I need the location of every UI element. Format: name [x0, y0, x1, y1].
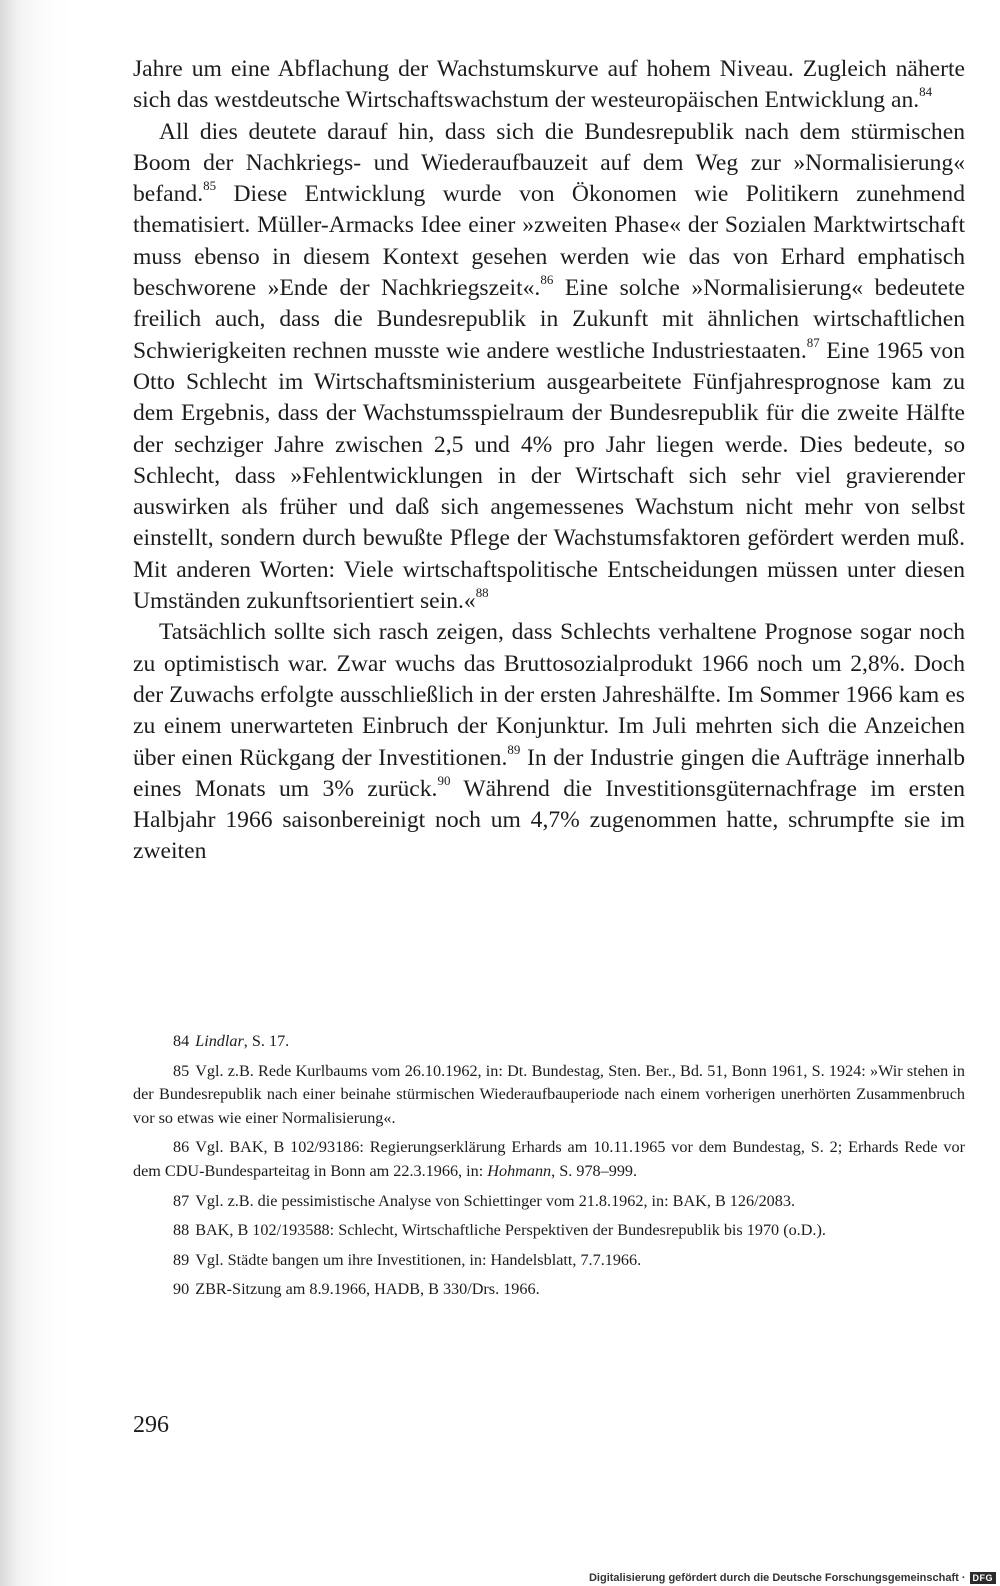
footnote-ref-84[interactable]: 84: [919, 84, 933, 100]
footnote-88: 88 BAK, B 102/193588: Schlecht, Wirtschaftliche Perspektiven der Bundesrepublik bis 1970 (o.D.).: [173, 1221, 826, 1240]
page-number: 296: [133, 1412, 169, 1438]
footnote-84: 84 Lindlar, S. 17.: [173, 1032, 290, 1050]
footnote-ref-86[interactable]: 86: [540, 272, 554, 288]
paragraph-3: Tatsächlich sollte sich rasch zeigen, dass Schlechts verhaltene Prognose sogar noch zu optimistisch war. Zwar wuchs das Bruttosozialprodukt 1966 noch um 2,8%. Doch der Zuwachs erfolgte ausschließlich in der ersten Jahreshälfte. Im Sommer 1966 kam es zu einem unerwarteten Einbruch der Konjunktur. Im Juli mehrten sich die Anzeichen über einen Rückgang der Investitionen.$^{89}$ In der Industrie gingen die Aufträge innerhalb eines Monats um 3% zurück.$^{90}$ Während die Investitionsgüternachfrage im ersten Halbjahr 1966 saisonbereinigt noch um 4,7% zugenommen hatte, schrumpfte sie im zweiten: [133, 619, 965, 865]
footnote-87: 87 Vgl. z.B. die pessimistische Analyse von Schiettinger vom 21.8.1962, in: BAK, B 126/2083.: [173, 1191, 795, 1210]
footnote-86: 86 Vgl. BAK, B 102/93186: Regierungserklärung Erhards am 10.11.1965 vor dem Bundestag, S. 2; Erhards Rede vor dem CDU-Bundesparteitag in Bonn am 22.3.1966, in: Hohmann, S. 978–999.: [133, 1138, 965, 1180]
digitization-footer: [589, 1572, 996, 1584]
paragraph-1: Jahre um eine Abflachung der Wachstumskurve auf hohem Niveau. Zugleich näherte sich das westdeutsche Wirtschaftswachstum der westeuropäischen Entwicklung an.$^{84}$: [133, 56, 965, 114]
footnote-89: 89 Vgl. Städte bangen um ihre Investitionen, in: Handelsblatt, 7.7.1966.: [173, 1250, 642, 1269]
paragraph-2: All dies deutete darauf hin, dass sich die Bundesrepublik nach dem stürmischen Boom der Nachkriegs- und Wiederaufbauzeit auf dem Weg zur »Normalisierung« befand.$^{85}$ Diese Entwicklung wurde von Ökonomen wie Politikern zunehmend thematisiert. Müller-Armacks Idee einer »zweiten Phase« der Sozialen Marktwirtschaft muss ebenso in diesem Kontext gesehen werden wie das von Erhard emphatisch beschworene »Ende der Nachkriegszeit«.$^{86}$ Eine solche »Normalisierung« bedeutete freilich auch, dass die Bundesrepublik in Zukunft mit ähnlichen wirtschaftlichen Schwierigkeiten rechnen musste wie andere westliche Industriestaaten.$^{87}$ Eine 1965 von Otto Schlecht im Wirtschaftsministerium ausgearbeitete Fünfjahresprognose kam zu dem Ergebnis, dass der Wachstumsspielraum der Bundesrepublik für die zweite Hälfte der sechziger Jahre zwischen 2,5 und 4% pro Jahr liegen werde. Dies bedeute, so Schlecht, dass »Fehlentwicklungen in der Wirtschaft sich sehr viel gravierender auswirken als früher und daß sich angemessenes Wachstum nicht mehr von selbst einstellt, sondern durch bewußte Pflege der Wachstumsfaktoren gefördert werden muß. Mit anderen Worten: Viele wirtschaftspolitische Entscheidungen müssen unter diesen Umständen zukunftsorientiert sein.«$^{88}$: [133, 118, 966, 615]
main-text: [133, 54, 965, 868]
footnote-ref-89[interactable]: 89: [507, 741, 521, 757]
footnote-ref-87[interactable]: 87: [806, 334, 820, 350]
footer-text: Digitalisierung gefördert durch die Deutsche Forschungsgemeinschaft ·: [588, 1572, 966, 1584]
footnote-90: 90 ZBR-Sitzung am 8.9.1966, HADB, B 330/Drs. 1966.: [173, 1280, 540, 1299]
footnotes: [133, 1030, 965, 1308]
dfg-logo: DFG: [970, 1572, 997, 1584]
footnote-ref-88[interactable]: 88: [475, 585, 489, 601]
footnote-ref-90[interactable]: 90: [437, 772, 451, 788]
footnote-85: 85 Vgl. z.B. Rede Kurlbaums vom 26.10.1962, in: Dt. Bundestag, Sten. Ber., Bd. 51, Bonn 1961, S. 1924: »Wir stehen in der Bundesrepublik nach einer beinahe stürmischen Wiederaufbauperiode nach einem vorherigen unerhörten Zusammenbruch vor so etwas wie einer Normalisierung«.: [133, 1061, 965, 1127]
footnote-ref-85[interactable]: 85: [203, 178, 217, 194]
